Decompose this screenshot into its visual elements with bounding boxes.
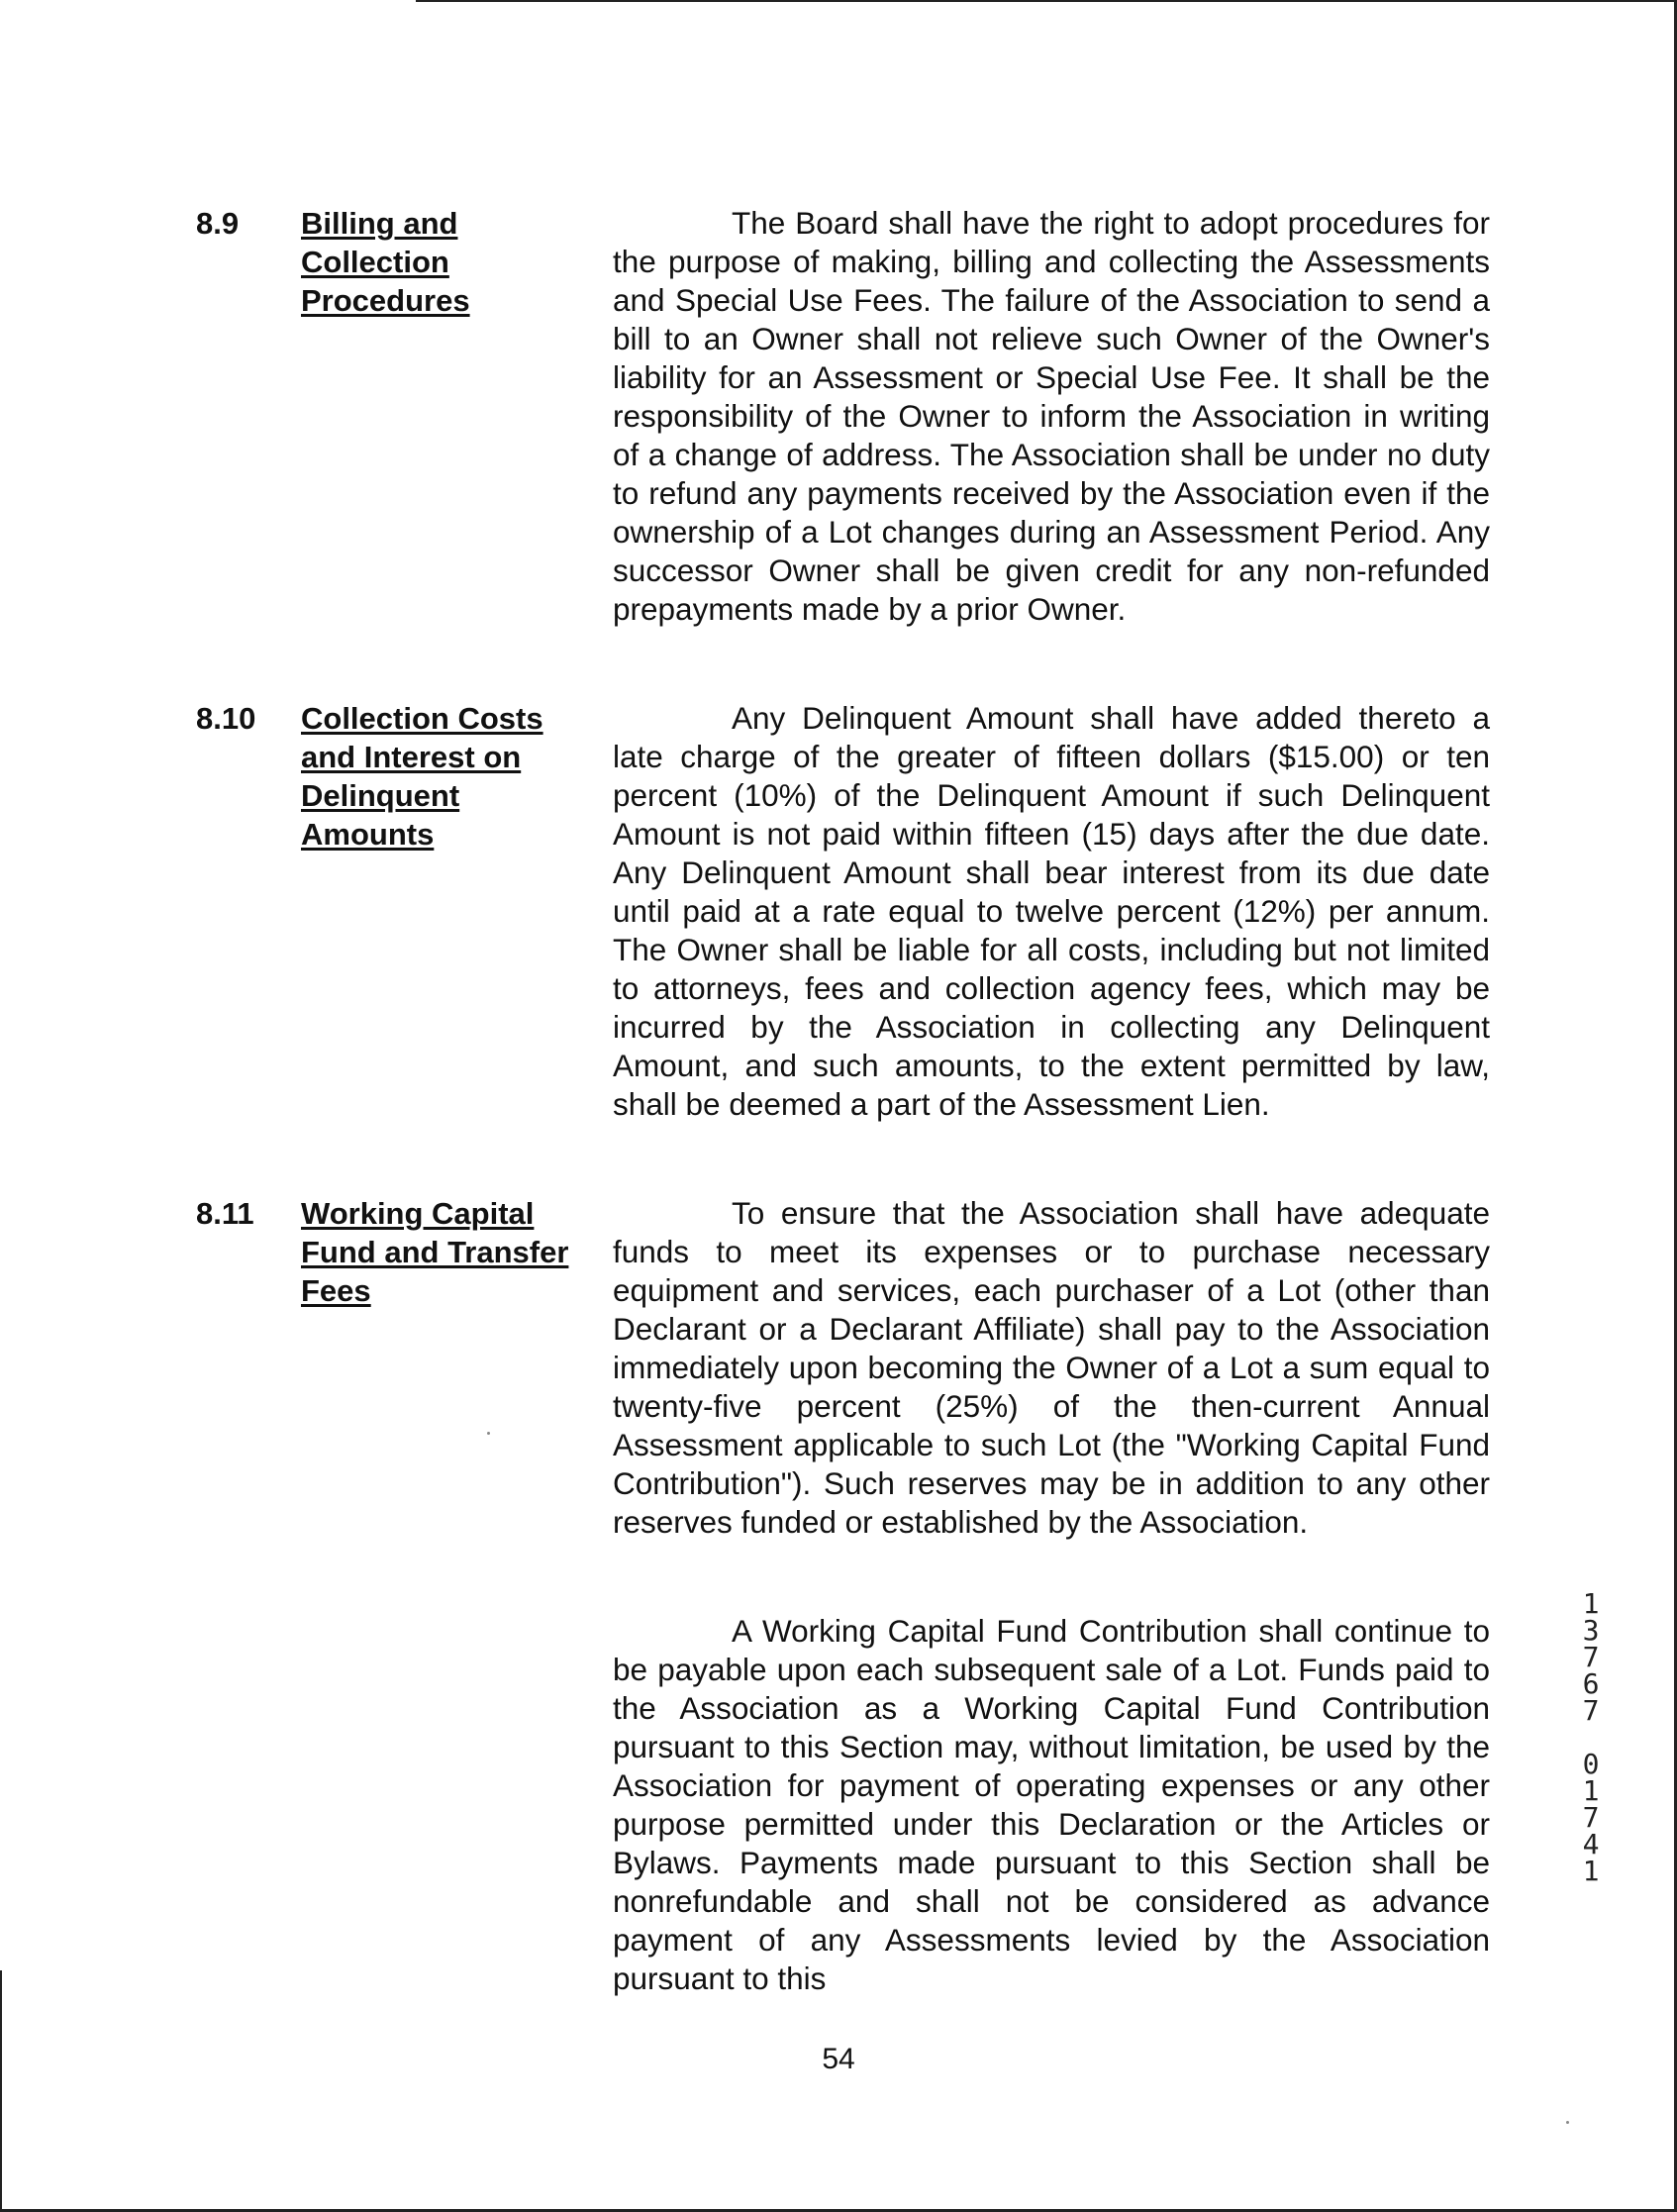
section-body: To ensure that the Association shall have adequate funds to meet its expenses or to purchase necessary equipment and services, each purchaser of a Lot (other than Declarant or a Declarant Affiliate) shall pay to the Association immediately upon becoming the Owner of a Lot a sum equal to twenty-five percent (25%) of the then-current Annual Assessment applicable to such Lot (the "Working Capital Fund Contribution"). Such reserves may be in addition to any other reserves funded or established by the Association.: [613, 1195, 1490, 1540]
recording-stamp: 1 3 7 6 7 0 1 7 4 1: [1582, 1587, 1600, 1887]
section-number: 8.10: [196, 701, 256, 736]
section-number: 8.9: [196, 206, 240, 241]
section-body: Any Delinquent Amount shall have added thereto a late charge of the greater of fifteen dollars ($15.00) or ten percent (10%) of the Delinquent Amount if such Delinquent Amount is not paid within fifteen (15) days after the due date. Any Delinquent Amount shall bear interest from its due date until paid at a rate equal to twelve percent (12%) per annum. The Owner shall be liable for all costs, including but not limited to attorneys, fees and collection agency fees, which may be incurred by the Association in collecting any Delinquent Amount, and such amounts, to the extent permitted by law, shall be deemed a part of the Assessment Lien.: [613, 700, 1490, 1122]
section-body: The Board shall have the right to adopt procedures for the purpose of making, billing and collecting the Assessments and Special Use Fees. The failure of the Association to send a bill to an Owner shall not relieve such Owner of the Owner's liability for an Assessment or Special Use Fee. It shall be the responsibility of the Owner to inform the Association in writing of a change of address. The Association shall be under no duty to refund any payments received by the Association even if the ownership of a Lot changes during an Assessment Period. Any successor Owner shall be given credit for any non-refunded prepayments made by a prior Owner.: [613, 205, 1490, 627]
scan-speck: [487, 1432, 490, 1435]
section-body-continued: A Working Capital Fund Contribution shall continue to be payable upon each subsequent sale of a Lot. Funds paid to the Association as a Working Capital Fund Contribution pursuant to this Section may, without limitation, be used by the Association for payment of operating expenses or any other purpose permitted under this Declaration or the Articles or Bylaws. Payments made pursuant to this Section shall be nonrefundable and shall not be considered as advance payment of any Assessments levied by the Association pursuant to this: [613, 1613, 1490, 1996]
section-title: Working Capital Fund and Transfer Fees: [301, 1196, 569, 1308]
scan-border-top: [416, 0, 1677, 2]
scan-border-left: [0, 1970, 2, 2212]
section-title: Billing and Collection Procedures: [301, 206, 470, 318]
section-number: 8.11: [196, 1196, 254, 1231]
scan-speck: [1566, 2121, 1569, 2124]
section-title: Collection Costs and Interest on Delinquent Amounts: [301, 701, 543, 852]
page-number: 54: [822, 2043, 855, 2075]
